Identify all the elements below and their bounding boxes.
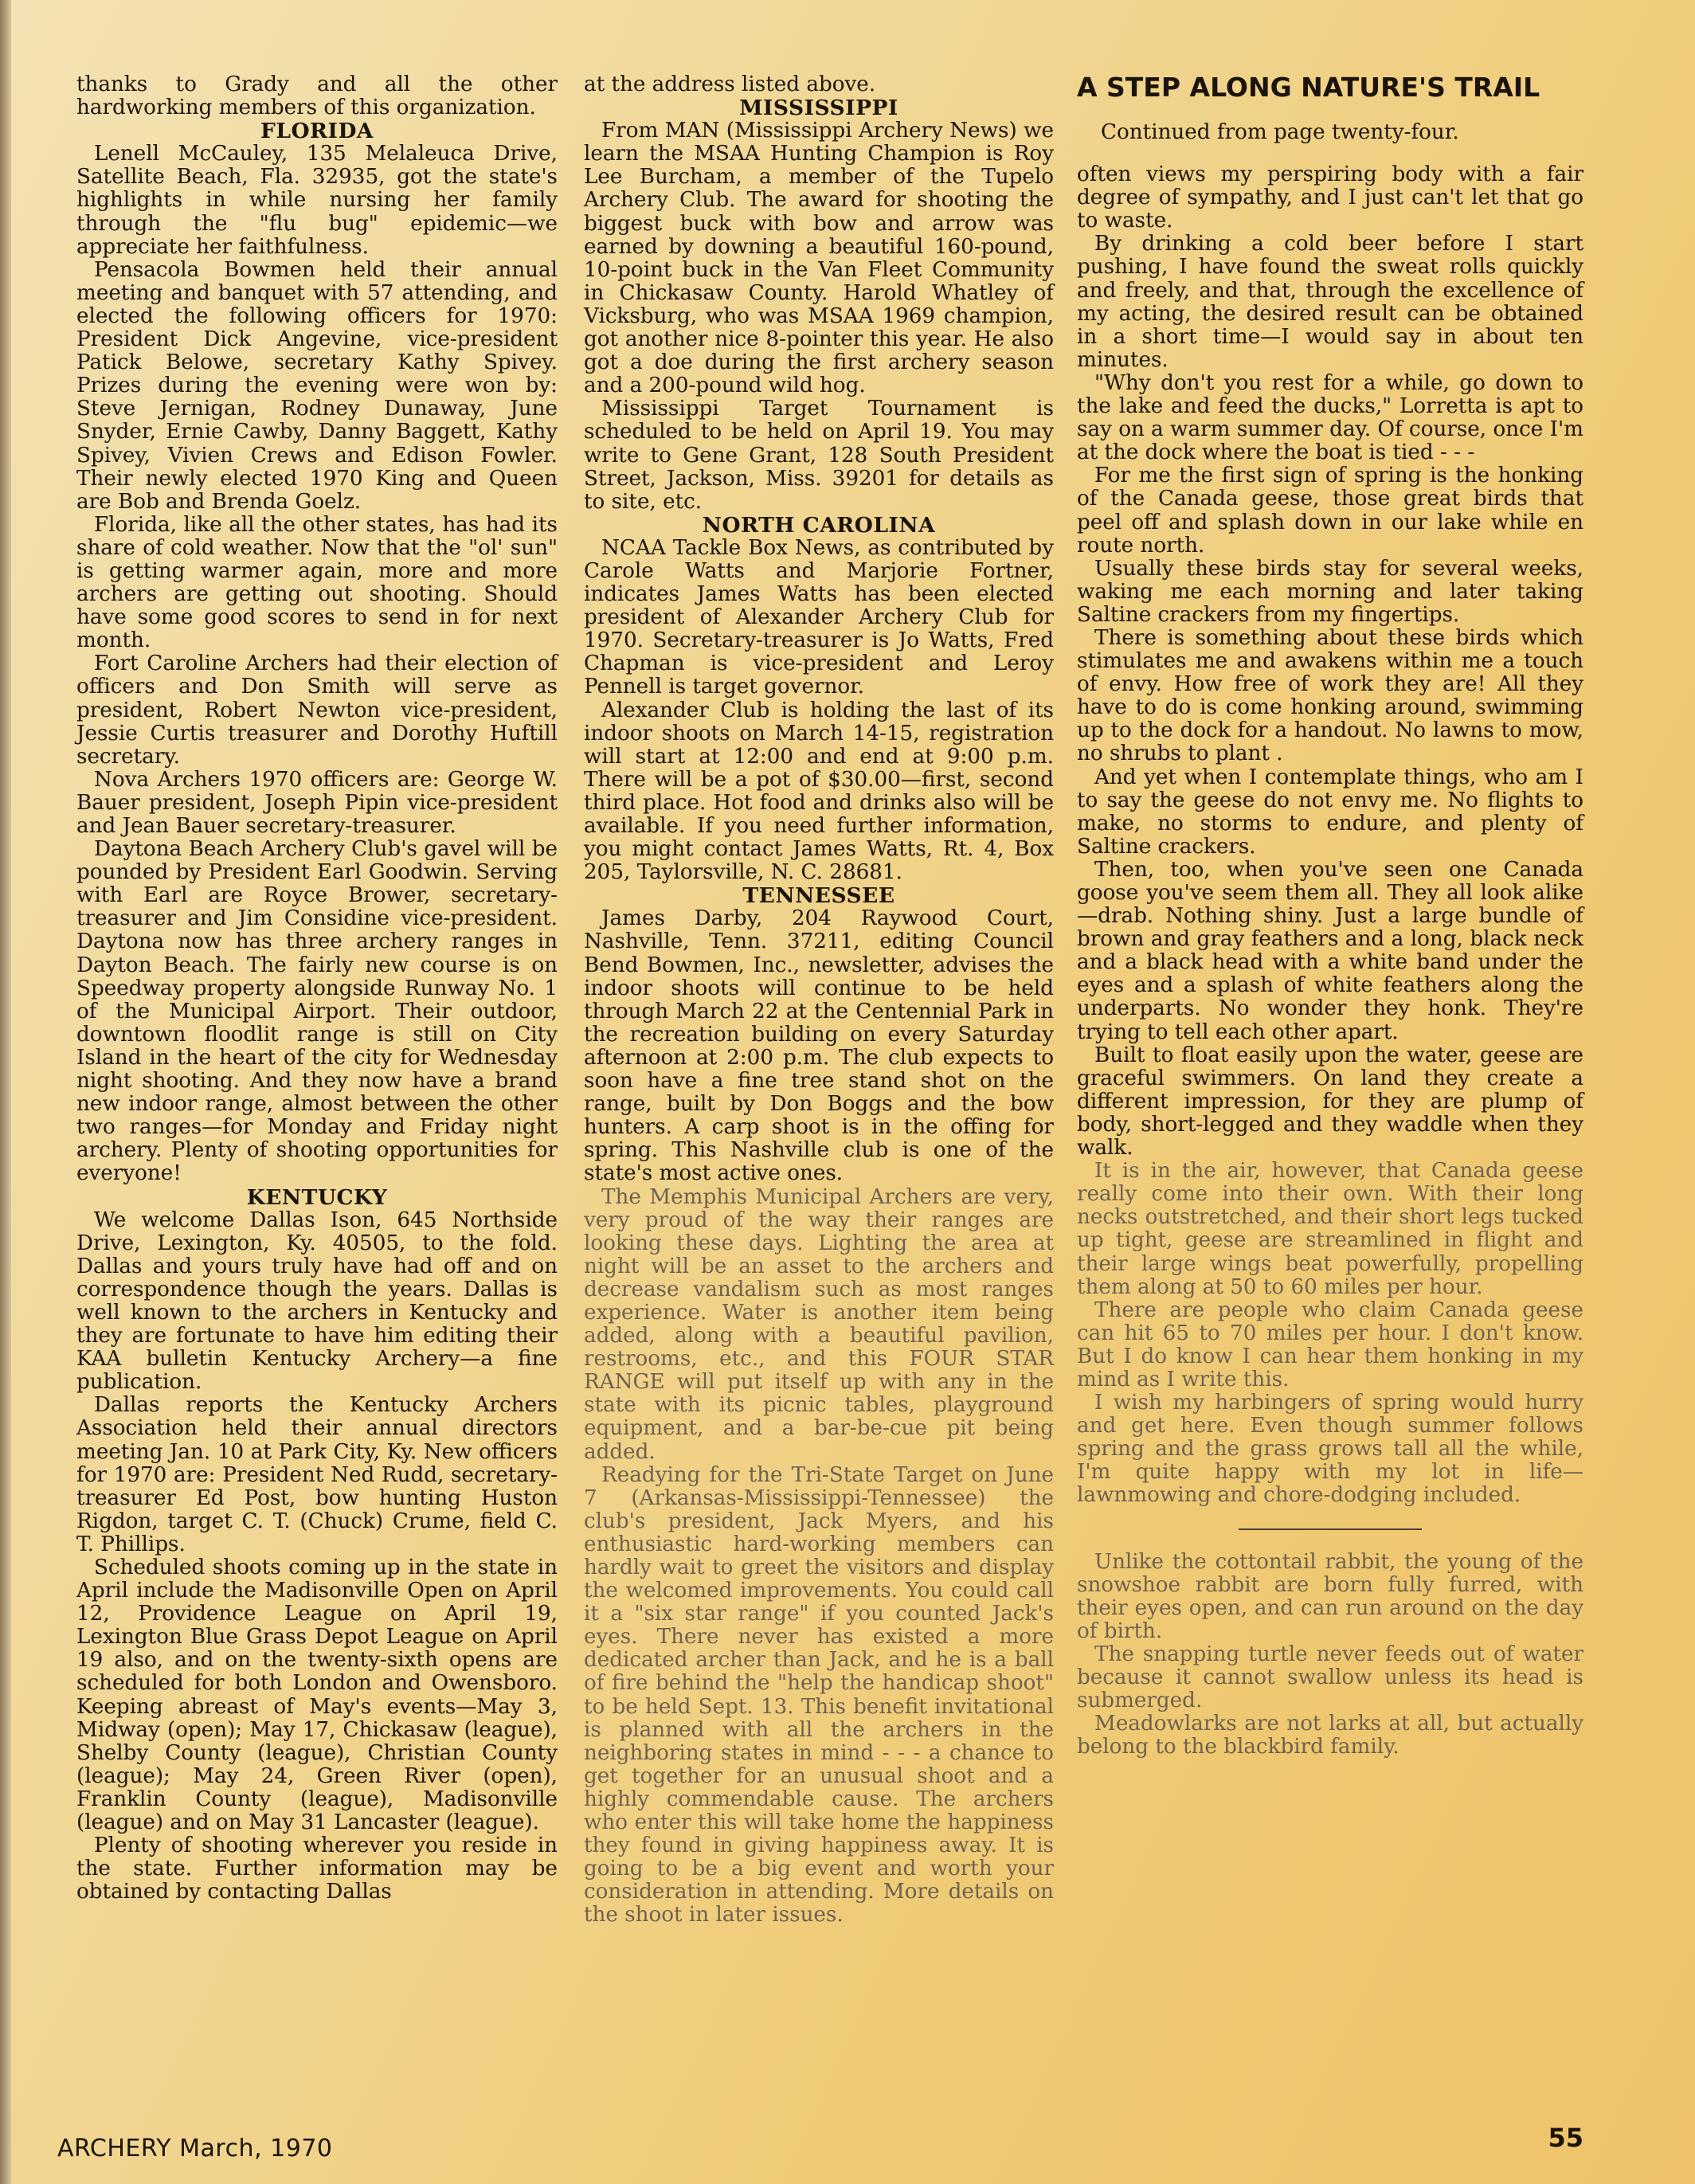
paragraph: Plenty of shooting wherever you reside in the state. Further information may be obtained by contacting Dallas xyxy=(76,1834,558,1904)
paragraph: The Memphis Municipal Archers are very, very proud of the way their ranges are looking these days. Lighting the area at night will be an asset to the archers and decrease vandalism such as most ranges experience. Water is another item being added, along with a beautiful pavilion, restrooms, etc., and this FOUR STAR RANGE will put itself up with any in the state with its picnic tables, playground equipment, and a bar-be-cue pit being added. xyxy=(584,1184,1054,1464)
paragraph: James Darby, 204 Raywood Court, Nashville, Tenn. 37211, editing Council Bend Bowmen, Inc., newsletter, advises the indoor shoots will continue to be held through March 22 at the Centennial Park in the recreation building on every Saturday afternoon at 2:00 p.m. The club expects to soon have a fine tree stand shot on the range, built by Don Boggs and the bow hunters. A carp shoot is in the offing for spring. This Nashville club is one of the state's most active ones. xyxy=(584,906,1054,1186)
paragraph: The snapping turtle never feeds out of water because it cannot swallow unless its head is submerged. xyxy=(1077,1642,1583,1713)
paragraph: Nova Archers 1970 officers are: George W. Bauer president, Joseph Pipin vice-president and Jean Bauer secretary-treasurer. xyxy=(76,767,558,838)
paragraph: Scheduled shoots coming up in the state in April include the Madisonville Open on April 12, Providence League on April 19, Lexington Blue Grass Depot League on April 19 also, and on the twenty-sixth opens are scheduled for both London and Owensboro. Keeping abreast of May's events—May 3, Midway (open); May 17, Chickasaw (league), Shelby County (league), Christian County (league); May 24, Green River (open), Franklin County (league), Madisonville (league) and on May 31 Lancaster (league). xyxy=(76,1556,558,1835)
paragraph: Florida, like all the other states, has had its share of cold weather. Now that the "ol' sun" is getting warmer again, more and more archers are getting out shooting. Should have some good scores to send in for next month. xyxy=(76,512,558,653)
paragraph: There are people who claim Canada geese can hit 65 to 70 miles per hour. I don't know. But I do know I can hear them honking in my mind as I write this. xyxy=(1077,1297,1583,1391)
paragraph: Mississippi Target Tournament is scheduled to be held on April 19. You may write to Gene Grant, 128 South President Street, Jackson, Miss. 39201 for details as to site, etc. xyxy=(584,397,1054,514)
divider xyxy=(1239,1528,1422,1530)
paragraph: Unlike the cottontail rabbit, the young of the snowshoe rabbit are born fully furred, with their eyes open, and can run around on the day of birth. xyxy=(1077,1549,1583,1643)
column-3 xyxy=(1077,73,1583,1759)
paragraph: For me the first sign of spring is the honking of the Canada geese, those great birds that peel off and splash down in our lake while en route north. xyxy=(1077,464,1583,558)
paragraph: Readying for the Tri-State Target on June 7 (Arkansas-Mississippi-Tennessee) the club's president, Jack Myers, and his enthusiastic hard-working members can hardly wait to greet the visitors and display the welcomed improvements. You could call it a "six star range" if you counted Jack's eyes. There never has existed a more dedicated archer than Jack, and he is a ball of fire behind the "help the handicap shoot" to be held Sept. 13. This benefit invitational is planned with all the archers in the neighboring states in mind - - - a chance to get together for an unusual shoot and a highly commendable cause. The archers who enter this will take home the happiness they found in giving happiness away. It is going to be a big event and worth your consideration in attending. More details on the shoot in later issues. xyxy=(584,1462,1054,1928)
paragraph: It is in the air, however, that Canada geese really come into their own. With their long necks outstretched, and their short legs tucked up tight, geese are streamlined in flight and their large wings beat powerfully, propelling them along at 50 to 60 miles per hour. xyxy=(1077,1159,1583,1299)
paragraph: Meadowlarks are not larks at all, but actually belong to the blackbird family. xyxy=(1077,1712,1583,1759)
paragraph: And yet when I contemplate things, who am I to say the geese do not envy me. No flights to make, no storms to endure, and plenty of Saltine crackers. xyxy=(1077,765,1583,859)
paragraph: often views my perspiring body with a fair degree of sympathy, and I just can't let that go to waste. xyxy=(1077,162,1583,233)
paragraph: Daytona Beach Archery Club's gavel will be pounded by President Earl Goodwin. Serving with Earl are Royce Brower, secretary-treasurer and Jim Considine vice-president. Daytona now has three archery ranges in Dayton Beach. The fairly new course is on Speedway property alongside Runway No. 1 of the Municipal Airport. Their outdoor, downtown floodlit range is still on City Island in the heart of the city for Wednesday night shooting. And they now have a brand new indoor range, almost between the other two ranges—for Monday and Friday night archery. Plenty of shooting opportunities for everyone! xyxy=(76,837,558,1186)
paragraph: I wish my harbingers of spring would hurry and get here. Even though summer follows spring and the grass grows tall all the while, I'm quite happy with my lot in life—lawnmowing and chore-dodging included. xyxy=(1077,1391,1583,1508)
column-2 xyxy=(584,73,1054,1928)
section-heading-kentucky: KENTUCKY xyxy=(246,1184,388,1210)
paragraph: Pensacola Bowmen held their annual meeting and banquet with 57 attending, and elected the following officers for 1970: President Dick Angevine, vice-president Patick Belowe, secretary Kathy Spivey. Prizes during the evening were won by: Steve Jernigan, Rodney Dunaway, June Snyder, Ernie Cawby, Danny Baggett, Kathy Spivey, Vivien Crews and Edison Fowler. Their newly elected 1970 King and Queen are Bob and Brenda Goelz. xyxy=(76,257,558,514)
paragraph: Alexander Club is holding the last of its indoor shoots on March 14-15, registration will start at 12:00 and end at 9:00 p.m. There will be a pot of $30.00—first, second third place. Hot food and drinks also will be available. If you need further information, you might contact James Watts, Rt. 4, Box 205, Taylorsville, N. C. 28681. xyxy=(584,698,1054,885)
magazine-footer: ARCHERY March, 1970 xyxy=(57,2135,333,2162)
section-heading-mississippi: MISSISSIPPI xyxy=(739,96,898,121)
paragraph: Usually these birds stay for several weeks, waking me each morning and later taking Saltine crackers from my fingertips. xyxy=(1077,556,1583,627)
paragraph: at the address listed above. xyxy=(584,72,876,96)
column-1 xyxy=(76,73,558,1904)
paragraph: Fort Caroline Archers had their election of officers and Don Smith will serve as president, Robert Newton vice-president, Jessie Curtis treasurer and Dorothy Huftill secretary. xyxy=(76,652,558,769)
paragraph: Built to float easily upon the water, geese are graceful swimmers. On land they create a different impression, for they are plump of body, short-legged and they waddle when they walk. xyxy=(1077,1043,1583,1160)
paragraph: Dallas reports the Kentucky Archers Association held their annual directors meeting Jan. 10 at Park City, Ky. New officers for 1970 are: President Ned Rudd, secretary-treasurer Ed Post, bow hunting Huston Rigdon, target C. T. (Chuck) Crume, field C. T. Phillips. xyxy=(76,1393,558,1556)
paragraph: Then, too, when you've seen one Canada goose you've seem them all. They all look alike—drab. Nothing shiny. Just a large bundle of brown and gray feathers and a long, black neck and a black head with a white band under the eyes and a splash of white feathers along the underparts. No wonder they honk. They're trying to tell each other apart. xyxy=(1077,857,1583,1044)
paragraph: From MAN (Mississippi Archery News) we learn the MSAA Hunting Champion is Roy Lee Burcham, a member of the Tupelo Archery Club. The award for shooting the biggest buck with bow and arrow was earned by downing a beautiful 160-pound, 10-point buck in the Van Fleet Community in Chickasaw County. Harold Whatley of Vicksburg, who was MSAA 1969 champion, got another nice 8-pointer this year. He also got a doe during the first archery season and a 200-pound wild hog. xyxy=(584,119,1054,398)
section-heading-florida: FLORIDA xyxy=(260,119,374,144)
continued-note: Continued from page twenty-four. xyxy=(1101,120,1459,144)
paragraph: Lenell McCauley, 135 Melaleuca Drive, Satellite Beach, Fla. 32935, got the state's highlights in while nursing her family through the "flu bug" epidemic—we appreciate her faithfulness. xyxy=(76,142,558,259)
paragraph: NCAA Tackle Box News, as contributed by Carole Watts and Marjorie Fortner, indicates James Watts has been elected president of Alexander Archery Club for 1970. Secretary-treasurer is Jo Watts, Fred Chapman is vice-president and Leroy Pennell is target governor. xyxy=(584,535,1054,699)
paragraph: There is something about these birds which stimulates me and awakens within me a touch of envy. How free of work they are! All they have to do is come honking around, swimming up to the dock for a handout. No lawns to mow, no shrubs to plant . xyxy=(1077,625,1583,766)
section-heading-tennessee: TENNESSEE xyxy=(742,883,895,909)
section-heading-north-carolina: NORTH CAROLINA xyxy=(702,512,936,538)
paragraph: "Why don't you rest for a while, go down to the lake and feed the ducks," Lorretta is apt to say on a warm summer day. Of course, once I'm at the dock where the boat is tied - - - xyxy=(1077,370,1583,465)
paragraph: thanks to Grady and all the other hardworking members of this organization. xyxy=(76,72,558,120)
page-spine-shadow xyxy=(0,0,11,2184)
paragraph: We welcome Dallas Ison, 645 Northside Drive, Lexington, Ky. 40505, to the fold. Dallas and yours truly have had off and on correspondence though the years. Dallas is well known to the archers in Kentucky and they are fortunate to have him editing their KAA bulletin Kentucky Archery—a fine publication. xyxy=(76,1207,558,1395)
paragraph: By drinking a cold beer before I start pushing, I have found the sweat rolls quickly and freely, and that, through the excellence of my acting, the desired result can be obtained in a short time—I would say in about ten minutes. xyxy=(1077,232,1583,372)
article-title: A STEP ALONG NATURE'S TRAIL xyxy=(1077,72,1540,103)
page-number: 55 xyxy=(1548,2123,1583,2153)
